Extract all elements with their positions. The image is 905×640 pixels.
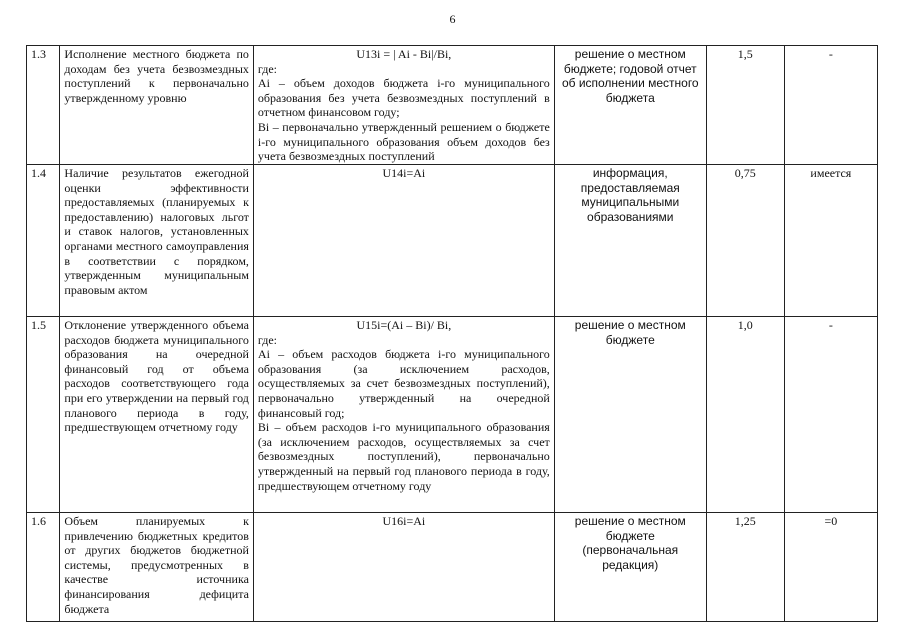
formula-line: где: [257,61,278,76]
indicators-table [26,45,878,622]
formula-head: U14i=Ai [382,166,426,180]
indicator-value: =0 [784,513,877,622]
formula-head: U13i = | Ai - Bi|/Bi, [356,47,452,61]
indicator-name: Объем планируемых к привлечению бюджетных кредитов от других бюджетов бюджетной системы, предусмотренных в качестве источника финансирования дефицита бюджета [60,513,254,622]
weight-value: 0,75 [706,165,784,317]
formula-cell [253,46,554,165]
row-number: 1.6 [27,513,60,622]
weight-value: 1,25 [706,513,784,622]
row-number: 1.4 [27,165,60,317]
formula-line: Ai – объем расходов бюджета i-го муниципального образования (за исключением расходов, осуществляемых за счет безвозмездных поступлений), первоначально утвержденный на очередной финансовый год; [257,347,550,420]
indicator-name: Отклонение утвержденного объема расходов бюджета муниципального образования на очередной финансовый год от объема расходов соответствующего года при его утверждении на первый год планового периода в году, предшествующем отчетному году [60,317,254,513]
indicator-name: Наличие результатов ежегодной оценки эффективности предоставляемых (планируемых к предоставлению) налоговых льгот и ставок налогов, установленных органами местного самоуправления в соответствии с порядком, утвержденным муниципальным правовым актом [60,165,254,317]
formula-line: Ai – объем доходов бюджета i-го муниципального образования без учета безвозмездных поступлений в отчетном финансовом году; [257,76,550,120]
indicator-value: имеется [784,165,877,317]
data-source: решение о местном бюджете; годовой отчет об исполнении местного бюджета [554,46,706,165]
row-number: 1.3 [27,46,60,165]
weight-value: 1,5 [706,46,784,165]
data-source: решение о местном бюджете [554,317,706,513]
formula-head: U16i=Ai [382,514,426,528]
formula-line: Bi – объем расходов i-го муниципального образования (за исключением расходов, осуществляемых за счет безвозмездных поступлений), первоначально утвержденный на первый год планового периода в году, предшествующем отчетному году [257,420,550,493]
table-row [27,165,878,317]
data-source: информация, предоставляемая муниципальными образованиями [554,165,706,317]
formula-cell [253,165,554,317]
table-row [27,46,878,165]
formula-line: Bi – первоначально утвержденный решением о бюджете i-го муниципального образования объем доходов без учета безвозмездных поступлений [257,119,550,164]
page-number: 6 [449,12,456,26]
indicator-value: - [784,317,877,513]
formula-cell [253,513,554,622]
indicator-name: Исполнение местного бюджета по доходам без учета безвозмездных поступлений к первоначально утвержденному уровню [60,46,254,165]
formula-head: U15i=(Ai – Bi)/ Bi, [356,318,452,332]
row-number: 1.5 [27,317,60,513]
formula-cell [253,317,554,513]
weight-value: 1,0 [706,317,784,513]
table-row [27,513,878,622]
indicator-value: - [784,46,877,165]
formula-line: где: [257,332,278,347]
table-row [27,317,878,513]
data-source: решение о местном бюджете (первоначальная редакция) [554,513,706,622]
